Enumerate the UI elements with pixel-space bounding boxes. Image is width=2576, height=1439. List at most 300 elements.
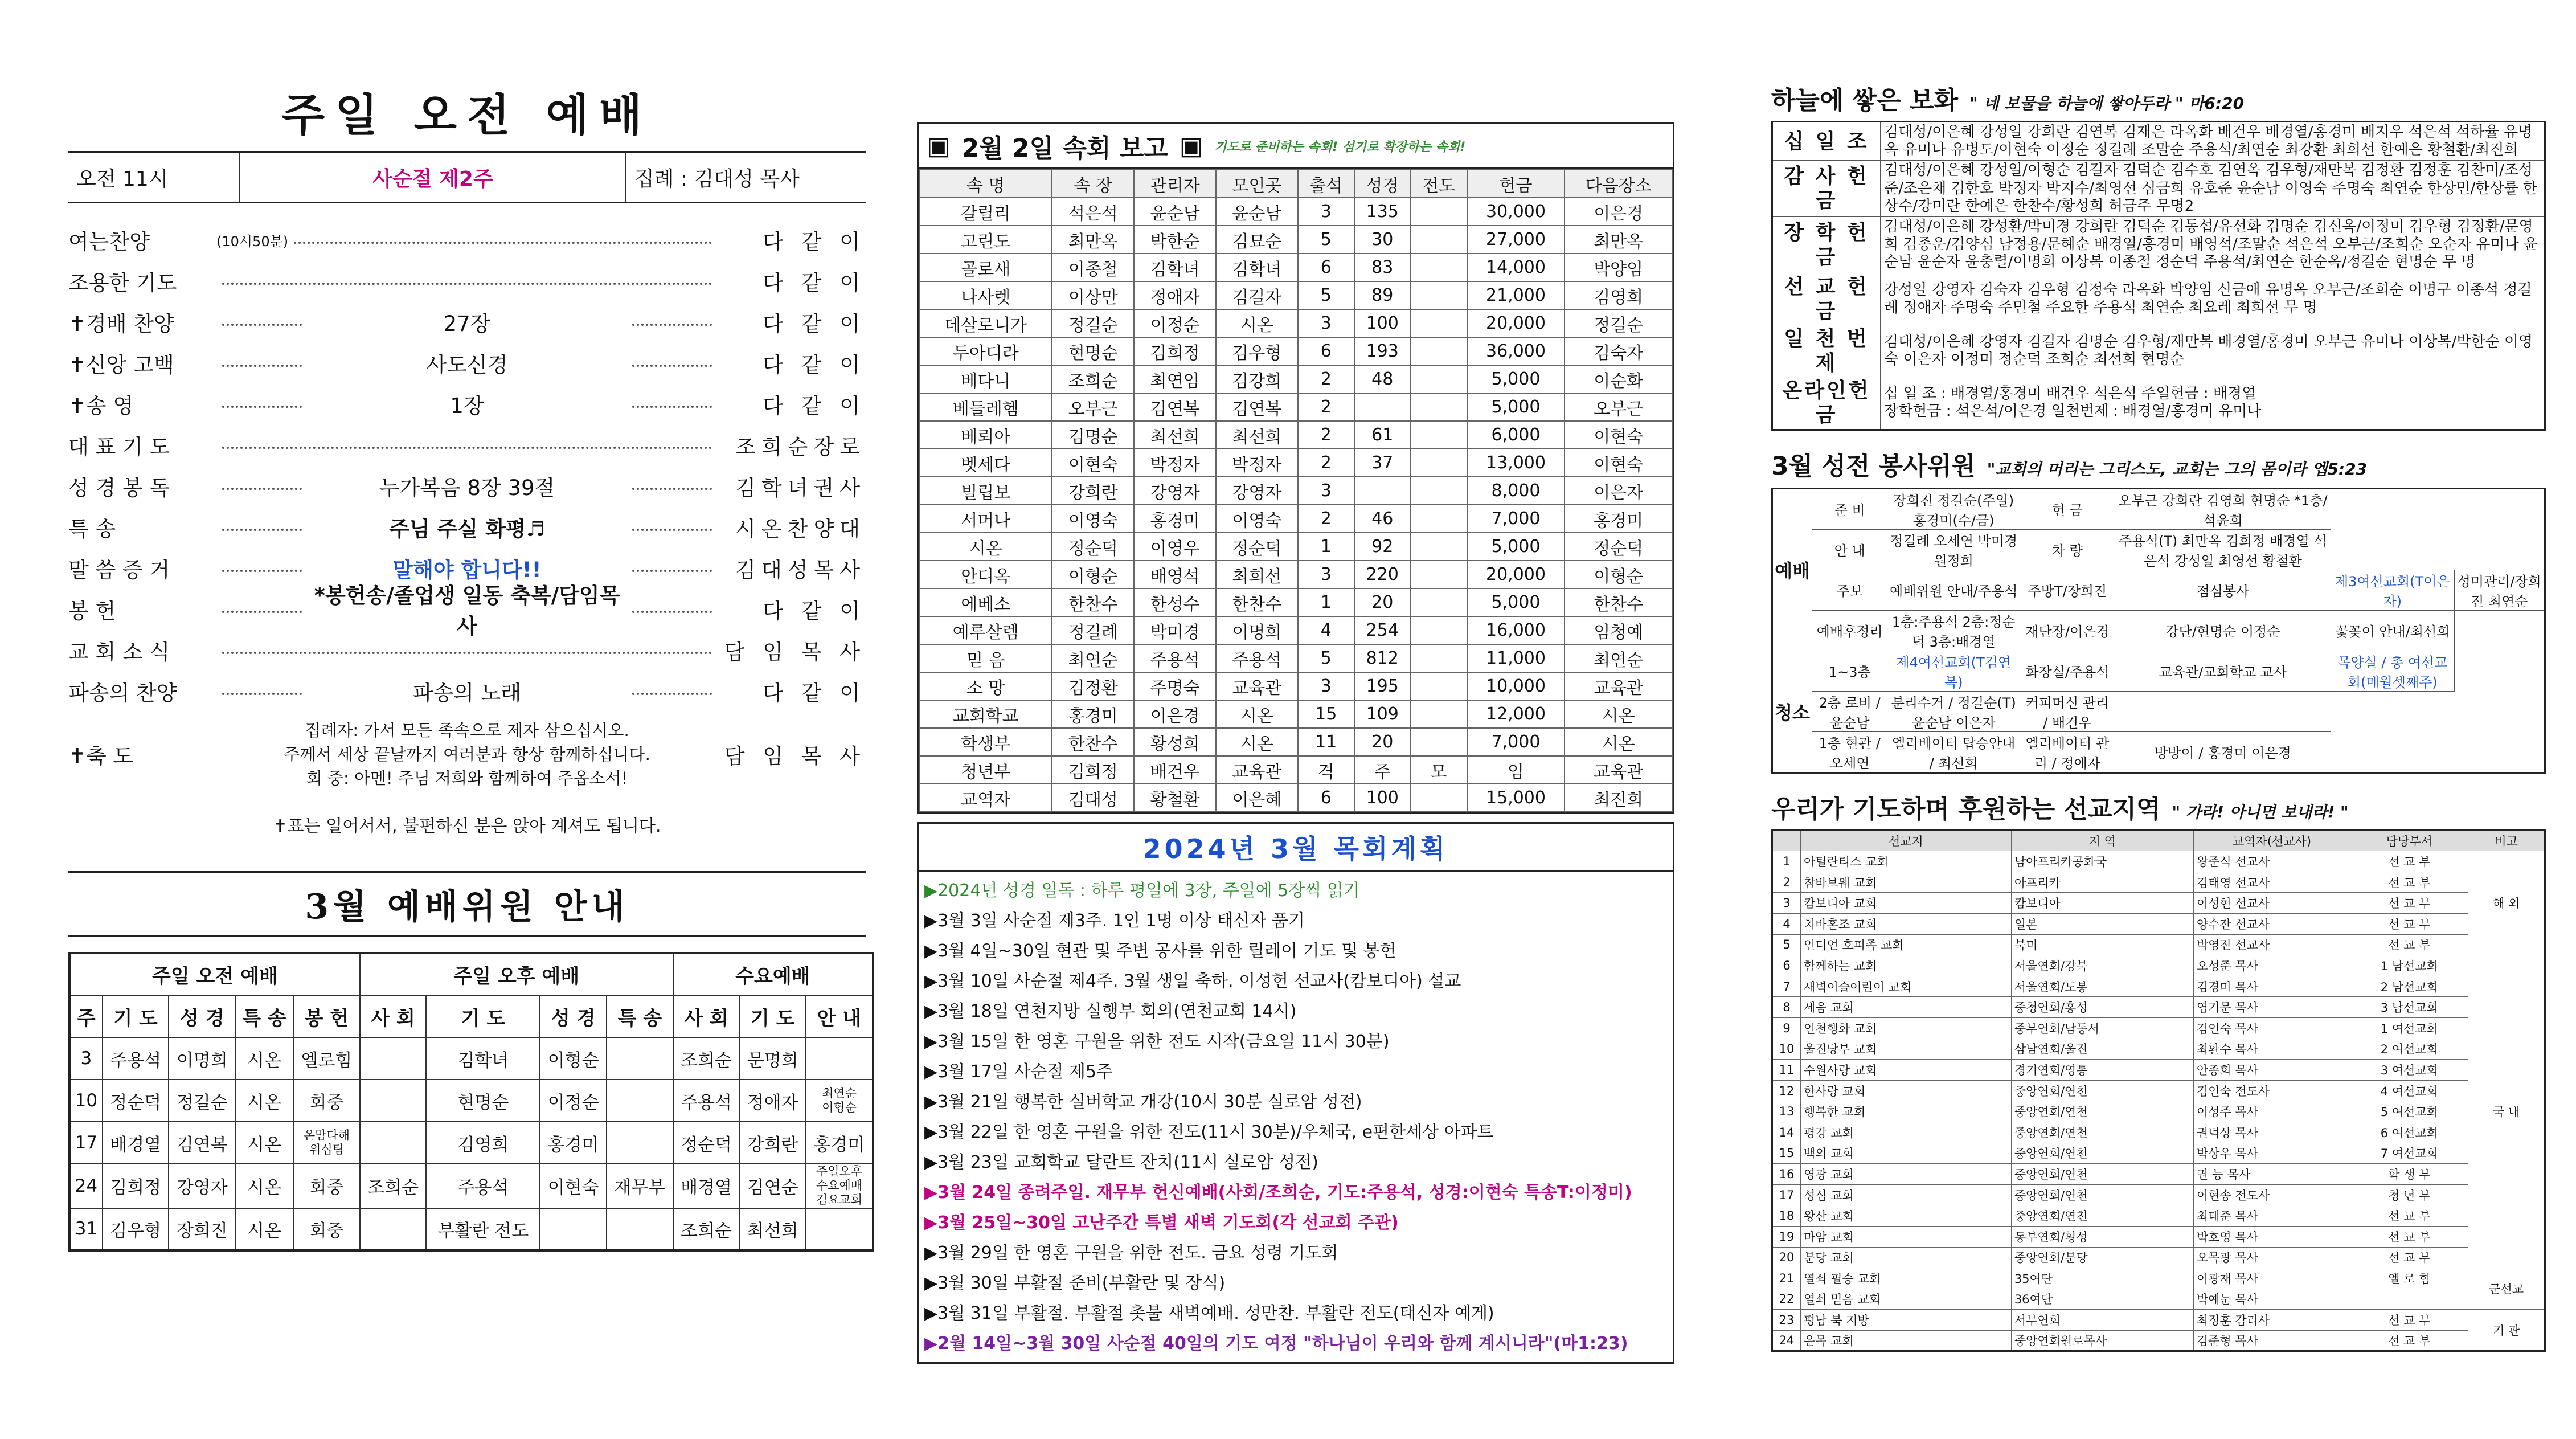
dotted-leader (632, 482, 712, 490)
mission-cell: 15 (1772, 1143, 1801, 1164)
volunteer-heading (1771, 445, 2546, 482)
order-label: ✝경배 찬양 (68, 312, 174, 336)
attendance-cell: 박정자 (1216, 449, 1298, 477)
mission-row (1772, 1289, 2545, 1310)
mission-cell: 7 (1772, 976, 1801, 997)
dedication-text (216, 718, 718, 790)
attendance-cell: 3 (1298, 477, 1354, 505)
worship-cell: 이명희 (169, 1037, 235, 1080)
attendance-cell: 윤순남 (1216, 198, 1298, 226)
dedication-line: 회 중: 아멘! 주님 저희와 함께하여 주옵소서! (306, 768, 628, 788)
worship-cell (540, 1208, 607, 1250)
attendance-cell (1411, 449, 1467, 477)
mission-cell: 이성헌 선교사 (2193, 893, 2350, 914)
attendance-cell: 이은혜 (1216, 784, 1298, 812)
volunteer-cell: 점심봉사 (2115, 570, 2331, 610)
worship-cell: 정애자 (739, 1080, 806, 1122)
attendance-cell: 10,000 (1467, 672, 1565, 700)
worship-cell: 주용석 (673, 1080, 740, 1122)
volunteer-cell: 헌 금 (2020, 488, 2115, 529)
volunteer-cell: 준 비 (1812, 488, 1887, 529)
attendance-cell: 안디옥 (919, 561, 1052, 588)
mission-quote: " 가라! 아니면 보내라! " (2172, 802, 2349, 821)
plan-item: ▶3월 15일 한 영혼 구원을 위한 전도 시작(금요일 11시 30분) (924, 1032, 1390, 1052)
attendance-cell: 812 (1354, 644, 1411, 672)
attendance-cell: 3 (1298, 309, 1354, 337)
mission-header: 선교지 (1801, 830, 2012, 851)
attendance-row (919, 756, 1672, 784)
worship-cell: 회중 (293, 1208, 360, 1250)
order-item: 1장 (450, 394, 484, 418)
mission-cell: 권 능 목사 (2193, 1164, 2350, 1185)
mission-cell: 치바혼조 교회 (1801, 914, 2012, 935)
offering-type: 온라인헌금 (1772, 377, 1881, 430)
attendance-cell (1411, 421, 1467, 449)
attendance-cell: 정애자 (1134, 281, 1216, 309)
attendance-cell: 이형순 (1565, 561, 1672, 588)
order-leader: 시온찬양대 (735, 517, 866, 541)
attendance-cell (1411, 700, 1467, 728)
mission-cell: 분당 교회 (1801, 1247, 2012, 1268)
mission-cell: 열쇠 믿음 교회 (1801, 1289, 2012, 1310)
plan-item: ▶3월 22일 한 영혼 구원을 위한 전도(11시 30분)/우체국, e편한세상 아파트 (924, 1122, 1494, 1142)
worship-cell: 장희진 (169, 1208, 235, 1250)
attendance-cell: 이현숙 (1052, 449, 1134, 477)
worship-cell (360, 1080, 427, 1122)
order-label: 봉 헌 (68, 599, 116, 623)
attendance-cell: 6 (1298, 254, 1354, 281)
order-row (68, 506, 866, 547)
group-header-row (69, 953, 873, 995)
worship-cell: 현명순 (426, 1080, 540, 1122)
mission-cell: 울진당부 교회 (1801, 1039, 2012, 1060)
season-label: 사순절 제2주 (239, 153, 626, 202)
attendance-cell: 이은자 (1565, 477, 1672, 505)
order-row (68, 424, 866, 465)
attendance-cell: 3 (1298, 198, 1354, 226)
mission-title: 우리가 기도하며 후원하는 선교지역 (1771, 794, 2161, 824)
attendance-cell (1411, 198, 1467, 226)
mission-cell: 3 남선교회 (2350, 997, 2468, 1018)
volunteer-cell: 2층 로비 / 윤순남 (1812, 691, 1887, 731)
attendance-cell: 홍경미 (1134, 505, 1216, 533)
attendance-cell: 데살로니가 (919, 309, 1052, 337)
plan-item: ▶3월 31일 부활절. 부활절 촛불 새벽예배. 성만찬. 부활란 전도(태신자 예게) (924, 1303, 1494, 1323)
square-icon: ▣ (927, 131, 951, 161)
mission-row (1772, 934, 2545, 955)
attendance-cell: 김숙자 (1565, 337, 1672, 365)
attendance-cell (1411, 477, 1467, 505)
volunteer-cell: 주용석(T) 최만옥 김희정 배경열 석은석 강성일 최영선 황철환 (2115, 529, 2331, 570)
mission-row (1772, 1164, 2545, 1185)
attendance-row (919, 672, 1672, 700)
dotted-leader (632, 400, 712, 408)
order-label: 성 경 봉 독 (68, 476, 170, 500)
attendance-cell: 7,000 (1467, 505, 1565, 533)
worship-cell: 홍경미 (806, 1122, 873, 1164)
dotted-leader (632, 318, 712, 326)
square-icon: ▣ (1179, 131, 1203, 161)
worship-cell: 강희란 (739, 1122, 806, 1164)
mission-cell: 캄보디아 (2011, 893, 2193, 914)
mission-row (1772, 1017, 2545, 1039)
attendance-header: 관리자 (1134, 170, 1216, 198)
order-item: 말해야 합니다!! (392, 558, 542, 582)
attendance-cell: 5,000 (1467, 588, 1565, 616)
dotted-leader (222, 400, 302, 408)
plan-item: ▶3월 23일 교회학교 달란트 잔치(11시 실로암 성전) (924, 1152, 1318, 1172)
mission-cell: 5 여선교회 (2350, 1101, 2468, 1122)
attendance-cell: 최만옥 (1565, 226, 1672, 254)
column-header: 주 (69, 995, 103, 1037)
attendance-row (919, 281, 1672, 309)
attendance-table (919, 169, 1673, 812)
mission-cell: 2 남선교회 (2350, 976, 2468, 997)
attendance-cell: 김연복 (1134, 393, 1216, 421)
attendance-cell: 11,000 (1467, 644, 1565, 672)
mission-cell: 김인숙 목사 (2193, 1017, 2350, 1039)
worship-cell: 정길순 (169, 1080, 235, 1122)
worship-row (69, 1164, 873, 1208)
attendance-cell: 4 (1298, 616, 1354, 644)
mission-row (1772, 976, 2545, 997)
offering-type: 선 교 헌 금 (1772, 273, 1881, 325)
attendance-cell: 이순화 (1565, 365, 1672, 393)
attendance-row (919, 728, 1672, 756)
offering-names: 십 일 조 : 배경열/홍경미 배건우 석은석 주일헌금 : 배경열 장학헌금 : 석은석/이은경 일천번제 : 배경열/홍경미 유미나 (1881, 377, 2545, 430)
volunteer-cell: 엘리베이터 탑승안내 / 최선희 (1887, 731, 2020, 772)
attendance-cell: 이영숙 (1216, 505, 1298, 533)
mission-header: 비고 (2468, 830, 2545, 851)
attendance-cell: 12,000 (1467, 700, 1565, 728)
attendance-cell: 소 망 (919, 672, 1052, 700)
attendance-row (919, 561, 1672, 588)
attendance-cell: 시온 (919, 533, 1052, 561)
column-header: 특 송 (235, 995, 293, 1037)
attendance-cell: 두아디라 (919, 337, 1052, 365)
mission-cell: 박호영 목사 (2193, 1226, 2350, 1247)
mission-cell: 24 (1772, 1330, 1801, 1351)
worship-order-column (68, 80, 866, 1252)
attendance-cell: 김영희 (1565, 281, 1672, 309)
attendance-cell: 홍경미 (1565, 505, 1672, 533)
mission-cell: 남아프리카공화국 (2011, 851, 2193, 872)
worship-cell: 김우형 (103, 1208, 169, 1250)
column-header: 기 도 (739, 995, 806, 1037)
order-leader: 다 같 이 (763, 599, 866, 623)
mission-cell: 왕준식 선교사 (2193, 851, 2350, 872)
worship-cell: 31 (69, 1208, 103, 1250)
attendance-row (919, 644, 1672, 672)
order-label: 파송의 찬양 (68, 681, 177, 705)
attendance-row (919, 393, 1672, 421)
mission-header: 담당부서 (2350, 830, 2468, 851)
mission-cell: 3 (1772, 893, 1801, 914)
order-leader: 다 같 이 (763, 271, 866, 295)
mission-cell: 중앙연회/분당 (2011, 1247, 2193, 1268)
attendance-cell: 최선희 (1216, 421, 1298, 449)
worship-row (69, 1122, 873, 1164)
offering-row (1772, 377, 2545, 430)
volunteer-cell: 엘리베이터 관리 / 정애자 (2020, 731, 2115, 772)
attendance-cell: 박양임 (1565, 254, 1672, 281)
attendance-cell: 20,000 (1467, 561, 1565, 588)
plan-item: ▶3월 3일 사순절 제3주. 1인 1명 이상 태신자 품기 (924, 911, 1305, 931)
attendance-cell: 교육관 (1565, 756, 1672, 784)
attendance-cell: 학생부 (919, 728, 1052, 756)
dotted-leader (222, 646, 712, 654)
volunteer-cell: 꽃꽂이 안내/최선희 (2331, 610, 2455, 651)
plan-item: ▶3월 17일 사순절 제5주 (924, 1062, 1113, 1082)
attendance-cell: 정순덕 (1052, 533, 1134, 561)
volunteer-group: 청소 (1772, 651, 1812, 772)
mission-cell: 참바브웨 교회 (1801, 872, 2012, 893)
dotted-leader (222, 523, 302, 531)
plan-item: ▶3월 24일 종려주일. 재무부 헌신예배(사회/조희순, 기도:주용석, 성경:이현숙 특송T:이정미) (924, 1183, 1632, 1203)
attendance-cell: 이현숙 (1565, 449, 1672, 477)
attendance-header: 출석 (1298, 170, 1354, 198)
mission-row (1772, 1310, 2545, 1331)
dedication-line: 주께서 세상 끝날까지 여러분과 항상 함께하십니다. (284, 744, 650, 764)
mission-row (1772, 1039, 2545, 1060)
attendance-row (919, 449, 1672, 477)
attendance-cell: 시온 (1216, 309, 1298, 337)
mission-cell: 권덕상 목사 (2193, 1122, 2350, 1143)
attendance-header: 전도 (1411, 170, 1467, 198)
order-row (68, 583, 866, 639)
offering-names: 강성일 강영자 김숙자 김우형 김정숙 라옥화 박양임 신금애 유명옥 오부근/조희순 이명구 이종석 정길례 정애자 주명숙 주민철 주요한 주용석 최연순 최요레 최희선 무 명 (1881, 273, 2545, 325)
service-time: 오전 11시 (76, 167, 169, 191)
mission-cell: 인천행화 교회 (1801, 1017, 2012, 1039)
mission-cell: 중앙연회/연천 (2011, 1143, 2193, 1164)
dotted-leader (632, 523, 712, 531)
attendance-cell: 모 (1411, 756, 1467, 784)
column-header: 성 경 (540, 995, 607, 1037)
worship-cell: 홍경미 (540, 1122, 607, 1164)
order-item: 사도신경 (426, 353, 508, 377)
mission-cell: 함께하는 교회 (1801, 955, 2012, 976)
offering-row (1772, 273, 2545, 325)
dotted-leader (222, 359, 302, 367)
attendance-row (919, 477, 1672, 505)
page-title: 주일 오전 예배 (281, 89, 653, 141)
worship-committee-title: 3월 예배위원 안내 (68, 871, 866, 937)
mission-cell: 선 교 부 (2350, 1330, 2468, 1351)
attendance-cell: 이명희 (1216, 616, 1298, 644)
mission-cell: 16 (1772, 1164, 1801, 1185)
volunteer-row (1772, 570, 2545, 610)
mission-cell: 23 (1772, 1310, 1801, 1331)
attendance-cell: 3 (1298, 561, 1354, 588)
dotted-leader (294, 236, 712, 244)
mission-row (1772, 1143, 2545, 1164)
attendance-cell: 이은경 (1134, 700, 1216, 728)
attendance-cell (1411, 281, 1467, 309)
attendance-cell: 김정환 (1052, 672, 1134, 700)
attendance-cell: 27,000 (1467, 226, 1565, 254)
attendance-cell: 주용석 (1134, 644, 1216, 672)
volunteer-cell: 화장실/주용석 (2020, 651, 2115, 691)
attendance-cell: 6,000 (1467, 421, 1565, 449)
attendance-cell: 이영숙 (1052, 505, 1134, 533)
offering-type: 감 사 헌 금 (1772, 161, 1881, 217)
worship-cell: 배경열 (103, 1122, 169, 1164)
column-header: 기 도 (426, 995, 540, 1037)
mission-cell: 열쇠 필승 교회 (1801, 1268, 2012, 1289)
worship-cell: 김영희 (426, 1122, 540, 1164)
volunteer-table (1771, 488, 2546, 774)
cell-report-box (917, 122, 1674, 814)
order-leader: 다 같 이 (763, 312, 866, 336)
dotted-leader (222, 605, 302, 613)
volunteer-title: 3월 성전 봉사위원 (1771, 451, 1976, 481)
attendance-cell: 김희정 (1134, 337, 1216, 365)
plan-item: ▶3월 4일~30일 현관 및 주변 공사를 위한 릴레이 기도 및 봉헌 (924, 941, 1396, 961)
attendance-cell: 정길순 (1565, 309, 1672, 337)
ministry-plan (917, 822, 1674, 1364)
worship-cell: 이형순 (540, 1037, 607, 1080)
treasure-heading (1771, 80, 2546, 116)
mission-cell: 한사랑 교회 (1801, 1080, 2012, 1101)
mission-cell: 선 교 부 (2350, 914, 2468, 935)
worship-row (69, 1037, 873, 1080)
order-leader: 김대성목사 (735, 558, 866, 582)
worship-cell (360, 1208, 427, 1250)
ministry-plan-title: 2024년 3월 목회계획 (919, 824, 1673, 872)
worship-cell: 엘로힘 (293, 1037, 360, 1080)
order-row (68, 383, 866, 424)
dedication-line: 집례자: 가서 모든 족속으로 제자 삼으십시오. (305, 720, 629, 740)
attendance-cell: 김대성 (1052, 784, 1134, 812)
attendance-cell: 30 (1354, 226, 1411, 254)
offering-row (1772, 216, 2545, 273)
attendance-header: 모인곳 (1216, 170, 1298, 198)
attendance-cell: 3 (1298, 672, 1354, 700)
volunteer-cell: 분리수거 / 정길순(T) 윤순남 이은자 (1887, 691, 2020, 731)
volunteer-cell: 1층:주용석 2층:정순덕 3층:배경열 (1887, 610, 2020, 651)
mission-row (1772, 1226, 2545, 1247)
worship-cell: 시온 (235, 1080, 293, 1122)
order-row (68, 260, 866, 301)
worship-cell (607, 1037, 673, 1080)
mission-row (1772, 1101, 2545, 1122)
worship-cell: 김연순 (739, 1164, 806, 1208)
attendance-cell: 믿 음 (919, 644, 1052, 672)
mission-cell: 선 교 부 (2350, 1247, 2468, 1268)
attendance-cell: 14,000 (1467, 254, 1565, 281)
mission-cell: 선 교 부 (2350, 851, 2468, 872)
mission-cell: 캄보디아 교회 (1801, 893, 2012, 914)
order-leader: 다 같 이 (763, 353, 866, 377)
mission-cell: 20 (1772, 1247, 1801, 1268)
volunteer-cell: 오부근 강희란 김영희 현명순 *1층/석윤희 (2115, 488, 2331, 529)
attendance-header: 성경 (1354, 170, 1411, 198)
mission-row (1772, 851, 2545, 872)
mission-cell: 동부연회/횡성 (2011, 1226, 2193, 1247)
mission-cell: 중앙연회/연천 (2011, 1184, 2193, 1205)
attendance-cell: 박한순 (1134, 226, 1216, 254)
attendance-cell (1411, 393, 1467, 421)
order-label: 대 표 기 도 (68, 435, 170, 459)
worship-cell: 시온 (235, 1037, 293, 1080)
mission-cell: 평강 교회 (1801, 1122, 2012, 1143)
order-leader: 다 같 이 (763, 681, 866, 705)
mission-cell: 성심 교회 (1801, 1184, 2012, 1205)
offering-column (1771, 80, 2546, 1352)
volunteer-cell: 예배위원 안내/주용석 (1887, 570, 2020, 610)
attendance-cell: 한찬수 (1216, 588, 1298, 616)
mission-cell: 중청연회/홍성 (2011, 997, 2193, 1018)
mission-cell: 선 교 부 (2350, 1205, 2468, 1227)
attendance-cell: 100 (1354, 309, 1411, 337)
mission-cell: 선 교 부 (2350, 1226, 2468, 1247)
order-leader: 조희순장로 (735, 435, 866, 459)
attendance-cell: 골로새 (919, 254, 1052, 281)
offering-names: 김대성/이은혜 강성일/이형순 김길자 김덕순 김수호 김연옥 김우형/재만복 김정환 김정훈 김찬미/조성준/조은채 김한호 박정자 박지수/최영선 심금희 유호준 윤순남 이영숙 주명숙 최연순 한상민/한상률 한상수/강미란 한예은 한찬수/황성희 허금주 무명2 (1881, 161, 2545, 217)
attendance-cell: 주명숙 (1134, 672, 1216, 700)
attendance-header: 속 명 (919, 170, 1052, 198)
attendance-cell: 100 (1354, 784, 1411, 812)
attendance-cell: 서머나 (919, 505, 1052, 533)
mission-row (1772, 914, 2545, 935)
attendance-cell: 벳세다 (919, 449, 1052, 477)
attendance-cell: 강영자 (1134, 477, 1216, 505)
mission-cell: 일본 (2011, 914, 2193, 935)
worship-cell (360, 1037, 427, 1080)
attendance-row (919, 421, 1672, 449)
dotted-leader (632, 605, 712, 613)
offering-names: 김대성/이은혜 강영자 김길자 김명순 김우형/재만복 배경열/홍경미 오부근 유미나 이상복/박한순 이영숙 이은자 이정미 정순덕 조희순 최선희 현명순 (1881, 325, 2545, 377)
cell-report-column (917, 122, 1674, 1364)
order-label: 말 씀 증 거 (68, 558, 170, 582)
attendance-cell: 김학녀 (1134, 254, 1216, 281)
attendance-cell: 2 (1298, 421, 1354, 449)
attendance-cell: 정순덕 (1216, 533, 1298, 561)
attendance-cell (1411, 728, 1467, 756)
attendance-cell: 석은석 (1052, 198, 1134, 226)
volunteer-cell: 1층 현관 / 오세연 (1812, 731, 1887, 772)
attendance-cell: 정길례 (1052, 616, 1134, 644)
order-label: 교 회 소 식 (68, 640, 170, 664)
attendance-cell: 정길순 (1052, 309, 1134, 337)
column-header: 안 내 (806, 995, 873, 1037)
order-label: ✝신앙 고백 (68, 353, 174, 377)
attendance-cell: 15,000 (1467, 784, 1565, 812)
worship-cell (806, 1037, 873, 1080)
mission-cell (2350, 1289, 2468, 1310)
mission-cell: 3 여선교회 (2350, 1060, 2468, 1081)
ministry-plan-list (919, 872, 1673, 1362)
mission-cell: 10 (1772, 1039, 1801, 1060)
attendance-row (919, 365, 1672, 393)
attendance-cell: 황성희 (1134, 728, 1216, 756)
worship-cell: 시온 (235, 1122, 293, 1164)
attendance-cell: 20 (1354, 588, 1411, 616)
attendance-cell: 13,000 (1467, 449, 1565, 477)
group-header: 수요예배 (673, 953, 873, 995)
offering-type: 일 천 번 제 (1772, 325, 1881, 377)
dotted-leader (632, 359, 712, 367)
attendance-row (919, 588, 1672, 616)
mission-row (1772, 1330, 2545, 1351)
volunteer-row (1772, 731, 2545, 772)
attendance-cell: 220 (1354, 561, 1411, 588)
worship-cell: 시온 (235, 1208, 293, 1250)
mission-header: 지 역 (2011, 830, 2193, 851)
attendance-cell: 격 (1298, 756, 1354, 784)
attendance-cell: 황철환 (1134, 784, 1216, 812)
attendance-cell: 최만옥 (1052, 226, 1134, 254)
